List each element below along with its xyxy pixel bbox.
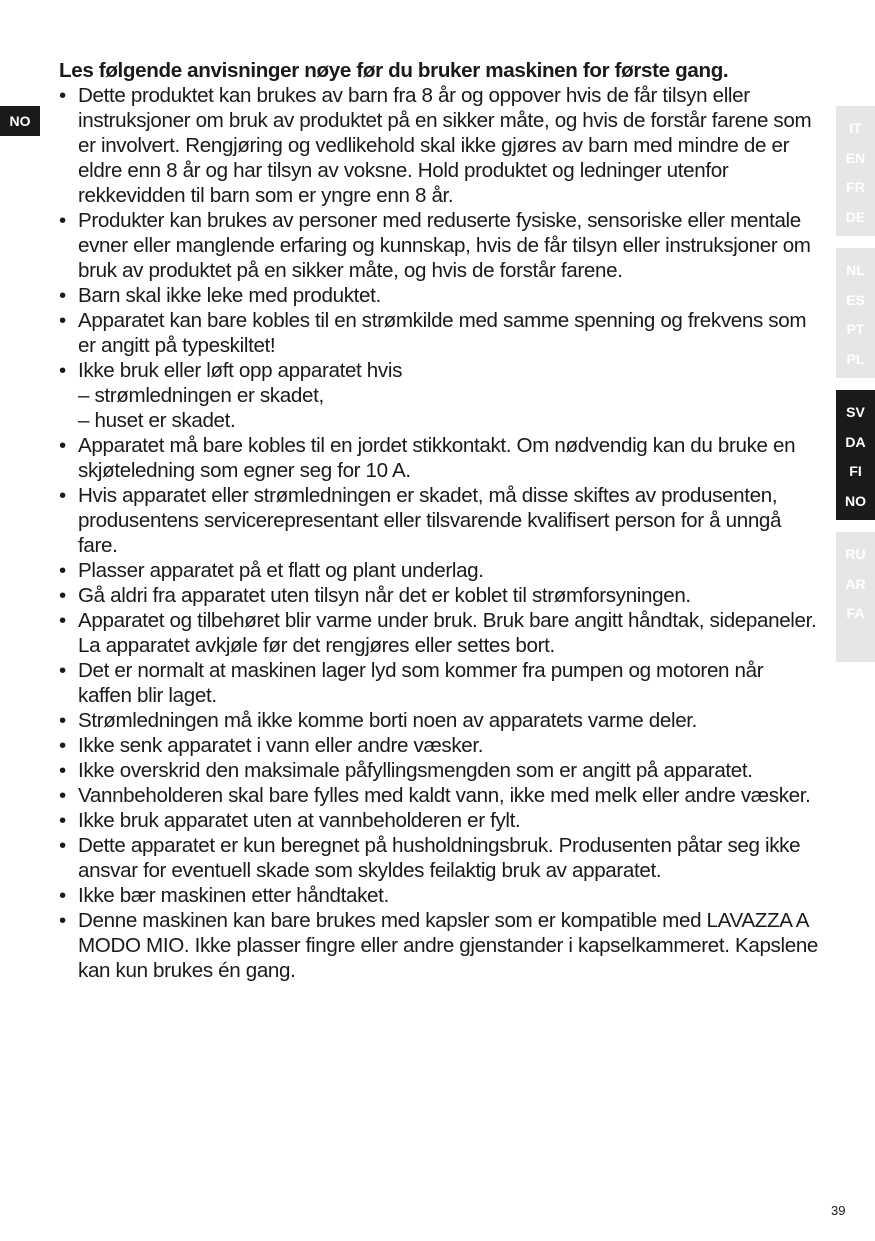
list-item: • Dette produktet kan brukes av barn fra 8 år og oppover hvis de får tilsyn eller instruksjoner om bruk av produktet på en sikker måte, og hvis de forstår farene som er involvert. Rengjøring og vedlikehold skal ikke gjøres av barn med mindre de er eldre enn 8 år og har tilsyn av voksne. Hold produktet og ledninger utenfor rekkevidden til barn som er yngre enn 8 år. <box>59 83 819 208</box>
list-item: • Apparatet må bare kobles til en jordet stikkontakt. Om nødvendig kan du bruke en skjøteledning som egner seg for 10 A. <box>59 433 819 483</box>
list-item: • Vannbeholderen skal bare fylles med kaldt vann, ikke med melk eller andre væsker. <box>59 783 819 808</box>
language-code-pt: PT <box>846 321 865 337</box>
language-group-2 <box>836 248 875 378</box>
language-code-nl: NL <box>846 262 865 278</box>
list-item: • Ikke overskrid den maksimale påfyllingsmengden som er angitt på apparatet. <box>59 758 819 783</box>
section-heading: Les følgende anvisninger nøye før du bruker maskinen for første gang. <box>59 59 729 82</box>
list-subitem: – huset er skadet. <box>78 409 236 432</box>
list-item-damage-conditions <box>59 358 819 433</box>
language-group-1 <box>836 106 875 236</box>
language-code-sv: SV <box>846 404 865 420</box>
list-item: • Gå aldri fra apparatet uten tilsyn når det er koblet til strømforsyningen. <box>59 583 819 608</box>
list-item: • Denne maskinen kan bare brukes med kapsler som er kompatible med LAVAZZA A MODO MIO. Ikke plasser fingre eller andre gjenstander i kapselkammeret. Kapslene kan kun brukes én gang. <box>59 908 819 983</box>
list-item: • Barn skal ikke leke med produktet. <box>59 283 819 308</box>
language-code-es: ES <box>846 291 865 308</box>
list-item: • Apparatet og tilbehøret blir varme under bruk. Bruk bare angitt håndtak, sidepaneler. La apparatet avkjøle før det rengjøres eller settes bort. <box>59 608 819 658</box>
safety-instructions <box>59 58 819 983</box>
language-code-it: IT <box>849 120 862 136</box>
language-code-pl: PL <box>846 350 865 367</box>
list-item: • Ikke bær maskinen etter håndtaket. <box>59 883 819 908</box>
list-item: • Hvis apparatet eller strømledningen er skadet, må disse skiftes av produsenten, produsentens servicerepresentant eller tilsvarende kvalifisert person for å unngå fare. <box>59 483 819 558</box>
language-code-fi: FI <box>849 463 862 479</box>
language-code-no: NO <box>845 492 866 509</box>
page-number: 39 <box>831 1203 846 1218</box>
language-code-da: DA <box>845 433 866 450</box>
language-group-3-active <box>836 390 875 520</box>
list-item: • Apparatet kan bare kobles til en strømkilde med samme spenning og frekvens som er angitt på typeskiltet! <box>59 308 819 358</box>
language-code-fr: FR <box>846 179 865 195</box>
list-item: • Plasser apparatet på et flatt og plant underlag. <box>59 558 819 583</box>
language-code-ar: AR <box>845 575 866 592</box>
language-code-ru: RU <box>845 546 866 562</box>
list-item: • Produkter kan brukes av personer med reduserte fysiske, sensoriske eller mentale evner eller manglende erfaring og kunnskap, hvis de får tilsyn eller instruksjoner om bruk av produktet på en sikker måte, og hvis de forstår farene. <box>59 208 819 283</box>
language-marker-tab: NO <box>0 106 40 136</box>
list-subitem: – strømledningen er skadet, <box>78 384 324 407</box>
list-item: • Ikke senk apparatet i vann eller andre væsker. <box>59 733 819 758</box>
language-code-de: DE <box>845 208 866 225</box>
list-item: • Ikke bruk apparatet uten at vannbeholderen er fylt. <box>59 808 819 833</box>
language-group-4 <box>836 532 875 662</box>
list-item: • Det er normalt at maskinen lager lyd som kommer fra pumpen og motoren når kaffen blir laget. <box>59 658 819 708</box>
language-code-fa: FA <box>846 605 865 621</box>
list-item: • Dette apparatet er kun beregnet på husholdningsbruk. Produsenten påtar seg ikke ansvar for eventuell skade som skyldes feilaktig bruk av apparatet. <box>59 833 819 883</box>
list-item: • Strømledningen må ikke komme borti noen av apparatets varme deler. <box>59 708 819 733</box>
language-code-en: EN <box>845 149 866 166</box>
list-item-intro: • Ikke bruk eller løft opp apparatet hvis <box>78 359 403 382</box>
instruction-list <box>59 83 819 983</box>
